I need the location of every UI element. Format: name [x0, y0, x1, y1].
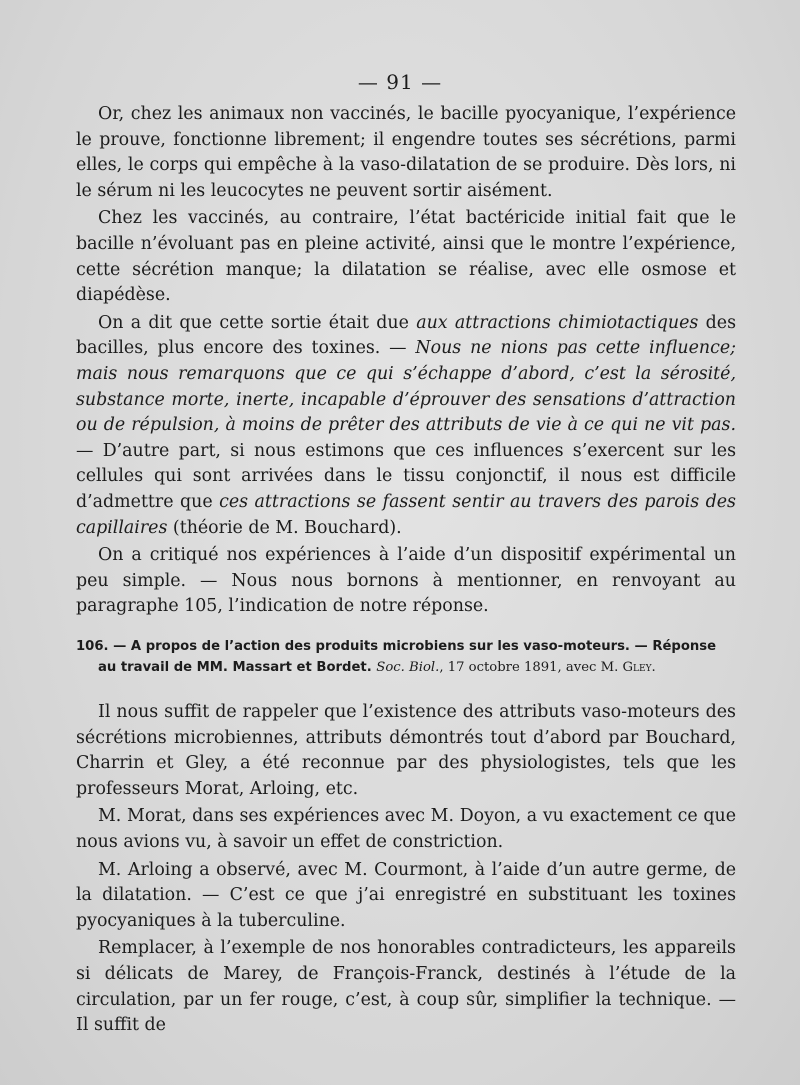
text-block-bottom — [76, 700, 736, 1039]
paragraph-7: M. Arloing a observé, avec M. Courmont, à l’aide d’un autre germe, de la dilatation. — C’est ce que j’ai enregistré en substituant les toxines pyocyaniques à la tuberculine. — [76, 859, 736, 931]
heading-authors: au travail de MM. Massart et Bordet. — [98, 660, 377, 675]
paragraph-2: Chez les vaccinés, au contraire, l’état bactéricide initial fait que le bacille n’évoluant pas en pleine activité, ainsi que le montre l’expérience, cette sécrétion manque; la dilatation se réalise, avec elle osmose et diapédèse. — [76, 208, 736, 306]
paragraph-1: Or, chez les animaux non vaccinés, le bacille pyocyanique, l’expérience le prouve, fonctionne librement; il engendre toutes ses sécrétions, parmi elles, le corps qui empêche à la vaso-dilatation de se produire. Dès lors, ni le sérum ni les leucocytes ne peuvent sortir aisément. — [76, 104, 736, 201]
heading-coauthor: Gley. — [622, 660, 656, 675]
p3-text-g: (théorie de M. Bouchard). — [167, 517, 402, 538]
paragraph-6: M. Morat, dans ses expériences avec M. Doyon, a vu exactement ce que nous avions vu, à savoir un effet de constriction. — [76, 806, 736, 852]
paragraph-5: Il nous suffit de rappeler que l’existence des attributs vaso-moteurs des sécrétions microbiennes, attributs démontrés tout d’abord par Bouchard, Charrin et Gley, a été reconnue par des physiologistes, tels que les professeurs Morat, Arloing, etc. — [76, 702, 736, 799]
paragraph-3 — [76, 311, 736, 541]
p3-text-e: — D’autre part, si nous estimons que ces influences s’exercent sur les cellules qui sont arrivées dans le tissu conjonctif, il nous est difficile d’admettre que — [76, 440, 736, 512]
page-number: — 91 — — [357, 70, 443, 94]
p3-italic-f: ces attractions se fassent sentir au travers des parois des capillaires — [76, 491, 736, 538]
paragraph-8: Remplacer, à l’exemple de nos honorables contradicteurs, les appareils si délicats de Marey, de François-Franck, destinés à l’étude de la circulation, par un fer rouge, c’est, à coup sûr, simplifier la technique. — Il suffit de — [76, 938, 736, 1036]
paragraph-4: On a critiqué nos expériences à l’aide d’un dispositif expérimental un peu simple. — Nous nous bornons à mentionner, en renvoyant au paragraphe 105, l’indication de notre réponse. — [76, 545, 736, 617]
section-heading-106 — [76, 636, 736, 678]
text-block-top — [76, 102, 736, 620]
heading-line-2 — [76, 657, 736, 678]
heading-date: , 17 octobre 1891, avec M. — [439, 660, 623, 675]
p3-italic-d: Nous ne nions pas cette influence; mais nous remarquons que ce qui s’échappe d’abord, c’est la sérosité, substance morte, inerte, incapable d’éprouver des sensations d’attraction ou de répulsion, à moins de prêter des attributs de vie à ce qui ne vit pas. — [76, 338, 736, 436]
p3-text-a: On a dit que cette sortie était due — [98, 312, 417, 333]
heading-line-1: 106. — A propos de l’action des produits microbiens sur les vaso-moteurs. — Réponse — [76, 639, 717, 654]
p3-text-c: des bacilles, plus encore des toxines. — — [76, 312, 736, 359]
heading-journal: Soc. Biol. — [376, 660, 440, 675]
p3-italic-b: aux attractions chimiotactiques — [416, 312, 699, 333]
